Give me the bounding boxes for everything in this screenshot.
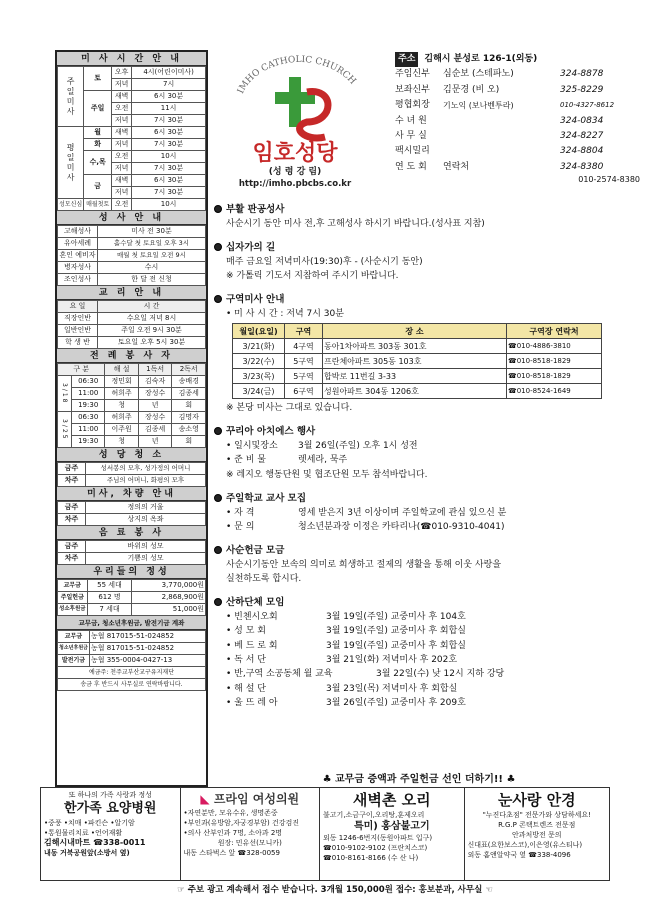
church-en-name: IMHO CATHOLIC CHURCH — [236, 54, 358, 96]
sacrament-name: 조인성사 — [58, 274, 98, 286]
sacrament-table — [57, 225, 206, 286]
altar-head: 해 설 — [105, 364, 139, 376]
district-zone: 5구역 — [285, 369, 323, 384]
address: 김해시 분성로 126-1(외동) — [424, 54, 538, 64]
altar-cell: 장성수 — [138, 388, 172, 400]
sacrament-value: 수시 — [98, 262, 206, 274]
church-subtitle: (성 령 강 림) — [268, 167, 322, 177]
staff-name: 심순보 (스테파노) — [443, 69, 514, 80]
finance-name: 주일헌금 — [58, 592, 88, 604]
mass-value: 6시 30분 — [132, 175, 206, 187]
ad-line: 김해시내마트 ☎338-0011 — [44, 838, 146, 847]
district-phone: ☎010-8518-1829 — [507, 369, 602, 384]
staff-row — [395, 98, 640, 113]
district-head: 월일(요일) — [233, 324, 285, 339]
account-number: 농협 355-0004-0427-13 — [89, 655, 205, 667]
altar-head: 1독서 — [138, 364, 172, 376]
contact-info — [395, 52, 640, 185]
ad-line: ☎010-9102-9102 (프란치스코) — [323, 844, 428, 852]
address-row — [395, 52, 640, 67]
sacrament-value: 한 달 전 신청 — [98, 274, 206, 286]
mass-value: 7시 30분 — [132, 139, 206, 151]
mass-day: 화 — [84, 139, 112, 151]
edu-head: 시 간 — [98, 301, 206, 313]
district-phone: ☎010-8524-1649 — [507, 384, 602, 399]
staff-role: 주임신부 — [395, 69, 430, 80]
ad-line: •의사 산부인과 7명, 소아과 2명 — [183, 829, 283, 837]
ad-line: R.G.P 콘택트렌즈 전문점 — [498, 821, 576, 829]
finance-count: 55 세대 — [87, 580, 132, 592]
district-date: 3/21(화) — [233, 339, 285, 354]
staff-row — [395, 129, 640, 144]
main-content — [214, 203, 624, 720]
finance-table — [57, 579, 206, 616]
staff-name — [443, 129, 560, 144]
notice-title: 주일학교 교사 모집 — [214, 492, 624, 506]
edu-name: 학 생 반 — [58, 337, 98, 349]
clean-value: 주님의 어머니, 화평의 모후 — [86, 475, 206, 487]
sacrament-name: 병자성사 — [58, 262, 98, 274]
altar-time: 19:30 — [72, 436, 105, 448]
notice-line: • 자 격 영세 받은지 3년 이상이며 주일학교에 관심 있으신 분 — [226, 507, 507, 518]
finance-count: 612 명 — [87, 592, 132, 604]
account-name: 교무금 — [58, 631, 90, 643]
mass-value: 6시 30분 — [132, 91, 206, 103]
sacrament-value: 매월 첫 토요일 오전 9시 — [98, 250, 206, 262]
ad-line: ☎010-8161-8166 (수 산 나) — [323, 854, 419, 862]
altar-cell: 송소영 — [172, 424, 206, 436]
church-logo — [215, 52, 375, 192]
ad-name: 눈사랑 안경 — [497, 791, 576, 809]
staff-phone: 324-0834 — [560, 115, 604, 126]
notice-title: 부활 판공성사 — [214, 203, 624, 217]
mass-time: 저녁 — [112, 163, 132, 175]
mass-time: 저녁 — [112, 139, 132, 151]
kitchen-header: 미사, 차량 안내 — [57, 487, 206, 501]
mass-value: 10시 — [132, 199, 206, 211]
mass-value: 7시 30분 — [132, 163, 206, 175]
clean-week: 금주 — [58, 463, 86, 475]
staff-extra-phone: 010-2574-8380 — [578, 175, 640, 185]
notice-curia — [214, 425, 624, 482]
ad-line: "누진다초점" 전문가와 상담하세요! — [482, 811, 591, 819]
altar-cell: 년 — [138, 400, 172, 412]
group-line: • 해 설 단 3월 23일(목) 저녁미사 후 회합실 — [226, 683, 458, 694]
notice-body: 사순시기동안 보속의 의미로 희생하고 절제의 생활을 통해 이웃 사랑을 — [226, 560, 502, 571]
church-url: http://imho.pbcbs.co.kr — [238, 179, 352, 189]
notice-line: • 준 비 물 렛세라, 묵주 — [226, 455, 348, 466]
altar-table — [57, 363, 206, 448]
notice-teachers — [214, 492, 624, 535]
mass-header: 미 사 시 간 안 내 — [57, 52, 206, 66]
mass-day: 수,목 — [84, 151, 112, 175]
mass-value: 10시 — [132, 151, 206, 163]
food-header: 음 료 봉 사 — [57, 526, 206, 540]
edu-value: 토요일 오후 5시 30분 — [98, 337, 206, 349]
group-line: • 빈첸시오회 3월 19일(주일) 교중미사 후 104호 — [226, 612, 466, 623]
kitchen-week: 차주 — [58, 514, 86, 526]
mass-value: 7시 — [132, 79, 206, 91]
staff-name: 김문경 (비 오) — [443, 84, 500, 95]
notice-body: ※ 가톨릭 기도서 지참하여 주시기 바랍니다. — [226, 271, 399, 281]
kitchen-value: 정의의 거울 — [86, 502, 206, 514]
altar-cell: 김종세 — [138, 424, 172, 436]
notice-lent-offering — [214, 544, 624, 586]
edu-value: 주일 오전 9시 30분 — [98, 325, 206, 337]
ad-line: 내동 스타벅스 앞 ☎328-0059 — [183, 849, 280, 857]
notice-title: 십자가의 길 — [214, 241, 624, 255]
altar-cell: 허희주 — [105, 412, 139, 424]
notice-line: • 문 의 청소년분과장 이정은 카타리나(☎010-9310-4041) — [226, 521, 505, 532]
mass-time: 저녁 — [112, 79, 132, 91]
altar-cell: 회 — [172, 400, 206, 412]
food-week: 차주 — [58, 553, 86, 565]
bullet-icon — [214, 427, 222, 435]
altar-time: 06:30 — [72, 376, 105, 388]
sacrament-value: 홀수달 첫 토요일 오후 3시 — [98, 238, 206, 250]
ad-line: 불고기,소금구이,오리탕,훈제오리 — [323, 811, 425, 819]
food-week: 금주 — [58, 541, 86, 553]
altar-cell: 김숙자 — [138, 376, 172, 388]
altar-cell: 정민회 — [105, 376, 139, 388]
clean-header: 성 당 청 소 — [57, 448, 206, 462]
notice-body: • 미 사 시 간 : 저녁 7시 30분 — [226, 309, 344, 319]
ad-name: 한가족 요양병원 — [64, 801, 157, 816]
ad-name: 새벽촌 오리 — [352, 791, 431, 809]
mass-time: 오전 — [112, 199, 132, 211]
altar-cell: 청 — [105, 436, 139, 448]
district-place: 동아1차아파트 303동 301호 — [323, 339, 507, 354]
notice-body: 사순시기 동안 미사 전,후 고해성사 하시기 바랍니다.(성사표 지참) — [226, 219, 485, 229]
mass-day: 토 — [84, 67, 112, 91]
account-name: 발전기금 — [58, 655, 90, 667]
staff-row — [395, 83, 640, 98]
notice-line: • 일시및장소 3월 26일(주일) 오후 1시 성전 — [226, 441, 418, 451]
staff-role: 팩시밀리 — [395, 146, 430, 157]
ad-clinic — [181, 788, 321, 880]
bullet-icon — [214, 598, 222, 606]
staff-name — [443, 114, 560, 129]
church-name: 임호성당 — [252, 141, 338, 166]
altar-date: 3/18 — [58, 376, 72, 412]
altar-cell: 허희주 — [105, 388, 139, 400]
bullet-icon — [214, 546, 222, 554]
notice-title: 구역미사 안내 — [214, 293, 624, 307]
ad-line: •통원물리치료 •언어재활 — [44, 829, 123, 837]
altar-cell: 김종세 — [172, 388, 206, 400]
district-note: ※ 본당 미사는 그대로 있습니다. — [226, 403, 353, 413]
mass-time: 새벽 — [112, 91, 132, 103]
altar-header: 전 례 봉 사 자 — [57, 349, 206, 363]
staff-phone: 325-8229 — [560, 84, 604, 95]
account-number: 농협 817015-51-024852 — [89, 631, 205, 643]
kitchen-value: 상지의 옥좌 — [86, 514, 206, 526]
staff-phone: 324-8380 — [560, 161, 604, 172]
altar-cell: 송배경 — [172, 376, 206, 388]
bullet-icon — [214, 494, 222, 502]
staff-row — [395, 160, 640, 175]
notice-title: 꾸리아 아치에스 행사 — [214, 425, 624, 439]
sacrament-name: 유아세례 — [58, 238, 98, 250]
staff-name: 연락처 — [443, 161, 470, 172]
account-number: 농협 817015-51-024852 — [89, 643, 205, 655]
ad-footer-note: ☞ 주보 광고 계속해서 접수 받습니다. 3개월 150,000원 접수: 홍보분과, 사무실 ☜ — [177, 885, 493, 895]
district-phone: ☎010-4886-3810 — [507, 339, 602, 354]
altar-cell: 이주원 — [105, 424, 139, 436]
altar-cell: 장성수 — [138, 412, 172, 424]
food-table — [57, 540, 206, 565]
kitchen-table — [57, 501, 206, 526]
staff-name: 기노익 (보나벤투라) — [443, 101, 514, 111]
district-date: 3/24(금) — [233, 384, 285, 399]
account-table — [57, 630, 206, 691]
ad-optician — [465, 788, 609, 880]
staff-row — [395, 67, 640, 82]
staff-row — [395, 114, 640, 129]
finance-name: 교무금 — [58, 580, 88, 592]
mass-time: 오후 — [112, 67, 132, 79]
bullet-icon — [214, 295, 222, 303]
altar-date: 3/25 — [58, 412, 72, 448]
finance-amount: 3,770,000원 — [132, 580, 206, 592]
kitchen-week: 금주 — [58, 502, 86, 514]
district-head: 구역장 연락처 — [507, 324, 602, 339]
altar-head: 구 분 — [58, 364, 105, 376]
district-date: 3/22(수) — [233, 354, 285, 369]
staff-name — [443, 144, 560, 159]
notice-confession — [214, 203, 624, 231]
mass-day: 금 — [84, 175, 112, 199]
mass-day: 주일 — [84, 91, 112, 127]
ad-line: 안과처방전 문의 — [511, 831, 562, 839]
altar-time: 06:30 — [72, 412, 105, 424]
finance-header: 우리들의 정성 — [57, 565, 206, 579]
finance-amount: 51,000원 — [132, 604, 206, 616]
ad-line: 외동 홈앤알약국 옆 ☎338-4096 — [467, 851, 571, 859]
account-holder: 예금주: 천주교부산교구유지재단 — [58, 667, 206, 679]
district-zone: 5구역 — [285, 354, 323, 369]
group-line: • 베 드 로 회 3월 19일(주일) 교중미사 후 회합실 — [226, 640, 466, 651]
edu-header: 교 리 안 내 — [57, 286, 206, 300]
ad-hospital — [41, 788, 181, 880]
notice-title: 사순헌금 모금 — [214, 544, 624, 558]
mass-value: 4시(어린이미사) — [132, 67, 206, 79]
food-value: 바위의 성모 — [86, 541, 206, 553]
mass-value: 7시 30분 — [132, 187, 206, 199]
mass-value: 6시 30분 — [132, 127, 206, 139]
notice-groups — [214, 596, 624, 710]
edu-value: 수요일 저녁 8시 — [98, 313, 206, 325]
altar-cell: 김명자 — [172, 412, 206, 424]
notice-body: 매주 금요일 저녁미사(19:30)후 - (사순시기 동안) — [226, 257, 423, 267]
staff-role: 연 도 회 — [395, 161, 427, 172]
group-line: • 성 모 회 3월 19일(주일) 교중미사 후 회합실 — [226, 626, 466, 637]
clean-value: 성서봉의 모후, 성가정의 어머니 — [86, 463, 206, 475]
district-head: 장 소 — [323, 324, 507, 339]
altar-head: 2독서 — [172, 364, 206, 376]
edu-head: 요 일 — [58, 301, 98, 313]
altar-cell: 회 — [172, 436, 206, 448]
notice-note: ※ 레지오 행동단원 및 협조단원 모두 참석바랍니다. — [226, 469, 428, 480]
mass-time: 새벽 — [112, 127, 132, 139]
ad-tagline: 또 하나의 가족 사랑과 정성 — [68, 791, 152, 799]
staff-role: 사 무 실 — [395, 131, 427, 142]
sacrament-name: 혼인 예비자 — [58, 250, 98, 262]
food-value: 기쁨의 성모 — [86, 553, 206, 565]
staff-role: 수 녀 원 — [395, 115, 427, 126]
staff-row — [395, 144, 640, 159]
ad-name: ◣ 프라임 여성의원 — [200, 792, 300, 806]
mass-group: 평일미사 — [58, 127, 84, 199]
bullet-icon — [214, 243, 222, 251]
edu-table — [57, 300, 206, 349]
edu-name: 일반인반 — [58, 325, 98, 337]
account-note: 송금 후 반드시 사무실로 연락바랍니다. — [58, 679, 206, 691]
address-label: 주소 — [395, 52, 418, 67]
clean-table — [57, 462, 206, 487]
edu-name: 직장인반 — [58, 313, 98, 325]
account-header: 교무금, 청소년후원금, 발전기금 계좌 — [57, 616, 206, 630]
mass-group: 주일미사 — [58, 67, 84, 127]
bullet-icon — [214, 205, 222, 213]
ad-line: •자연분만, 모유수유, 생명존중 — [183, 809, 278, 817]
mass-table — [57, 66, 206, 211]
ad-line: •부인과(유방암,자궁경부암) 건강검진 — [183, 819, 299, 827]
staff-role: 보좌신부 — [395, 84, 430, 95]
mass-day: 월 — [84, 127, 112, 139]
staff-phone: 324-8227 — [560, 131, 604, 142]
mass-time: 새벽 — [112, 175, 132, 187]
district-zone: 6구역 — [285, 384, 323, 399]
district-zone: 4구역 — [285, 339, 323, 354]
notice-stations — [214, 241, 624, 283]
staff-phone: 324-8878 — [560, 69, 604, 80]
notice-title: 산하단체 모임 — [214, 596, 624, 610]
district-head: 구역 — [285, 324, 323, 339]
staff-phone: 010-4327-8612 — [560, 101, 615, 110]
notice-district-mass — [214, 293, 624, 415]
notice-body: 실천하도록 합시다. — [226, 574, 302, 585]
group-line: • 울 뜨 레 아 3월 26일(주일) 교중미사 후 209호 — [226, 697, 466, 708]
mass-time: 저녁 — [112, 187, 132, 199]
mass-value: 7시 30분 — [132, 115, 206, 127]
ads-bar — [40, 787, 610, 881]
ad-line: 원장: 민유선(모니카) — [217, 839, 282, 847]
sacrament-name: 고해성사 — [58, 226, 98, 238]
ad-line: 내동 거북공원앞(소방서 옆) — [44, 849, 130, 857]
mass-group: 성모신심 — [58, 199, 84, 211]
clean-week: 차주 — [58, 475, 86, 487]
altar-time: 11:00 — [72, 388, 105, 400]
sacrament-value: 미사 전 30분 — [98, 226, 206, 238]
altar-cell: 청 — [105, 400, 139, 412]
ad-line: 특미) 홍삼불고기 — [353, 821, 430, 832]
mass-day: 매월첫토 — [84, 199, 112, 211]
finance-amount: 2,868,900원 — [132, 592, 206, 604]
group-line: • 반,구역 소공동체 월 교육 3월 22일(수) 낮 12시 지하 강당 — [226, 669, 505, 680]
altar-cell: 년 — [138, 436, 172, 448]
clinic-logo-icon: ◣ — [200, 792, 210, 806]
ad-line: •중풍 •치매 •파킨슨 •알기암 — [44, 819, 135, 827]
finance-count: 7 세대 — [87, 604, 132, 616]
left-sidebar — [55, 50, 208, 787]
district-place: 프란체아파트 305동 103호 — [323, 354, 507, 369]
district-phone: ☎010-8518-1829 — [507, 354, 602, 369]
mass-time: 오전 — [112, 103, 132, 115]
mass-value: 11시 — [132, 103, 206, 115]
ad-line: 외동 1246-6번지(동원아파트 입구) — [323, 834, 433, 842]
district-place: 성원아파트 304동 1206호 — [323, 384, 507, 399]
altar-time: 19:30 — [72, 400, 105, 412]
ad-line: 신대표(요한보스코),이은영(유스티나) — [467, 841, 583, 849]
district-table — [232, 323, 602, 399]
mass-time: 저녁 — [112, 115, 132, 127]
group-line: • 독 서 단 3월 21일(화) 저녁미사 후 202호 — [226, 655, 458, 666]
altar-time: 11:00 — [72, 424, 105, 436]
ad-restaurant — [320, 788, 464, 880]
mass-time: 오전 — [112, 151, 132, 163]
thanks-message: ♣ 교무금 증액과 주일헌금 선인 더하기!! ♣ — [322, 774, 516, 785]
staff-role: 평협회장 — [395, 100, 430, 111]
finance-name: 성소후원금 — [58, 604, 88, 616]
district-place: 합박로 11번길 3-33 — [323, 369, 507, 384]
sacrament-header: 성 사 안 내 — [57, 211, 206, 225]
district-date: 3/23(목) — [233, 369, 285, 384]
account-name: 청소년후원금 — [58, 643, 90, 655]
staff-phone: 324-8804 — [560, 146, 604, 157]
